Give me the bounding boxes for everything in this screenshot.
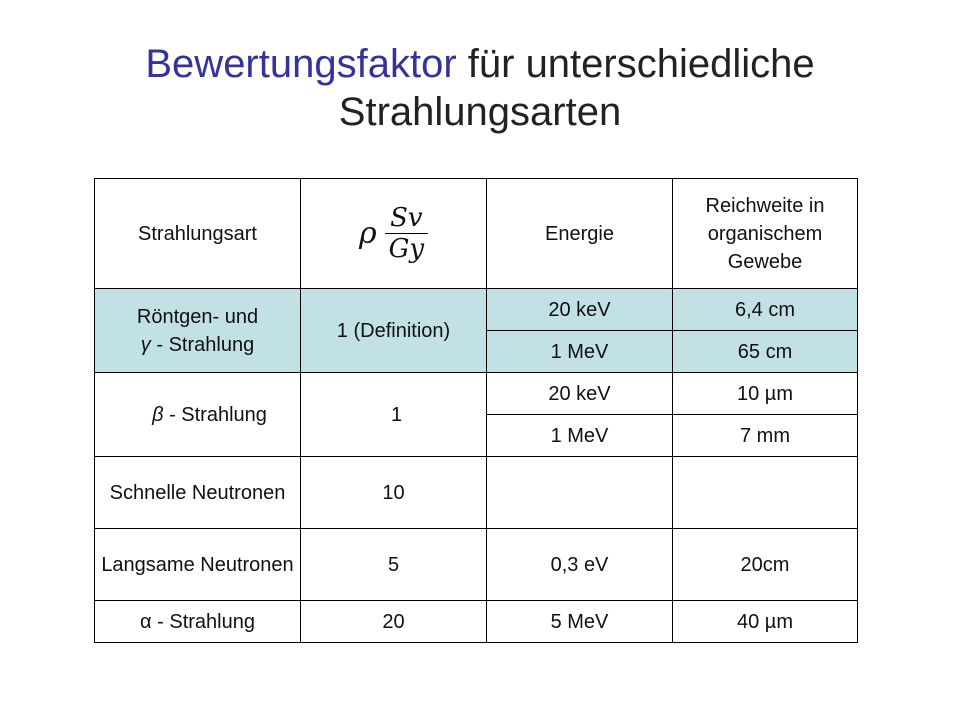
type-text: Röntgen- und bbox=[136, 305, 259, 328]
cell-range bbox=[673, 457, 858, 529]
cell-energy: 20 keV bbox=[487, 373, 673, 415]
cell-factor: 5 bbox=[301, 529, 487, 601]
beta-symbol: β bbox=[152, 403, 164, 426]
cell-factor: 1 (Definition) bbox=[301, 289, 487, 373]
cell-energy: 0,3 eV bbox=[487, 529, 673, 601]
cell-radiation-type: α - Strahlung bbox=[95, 601, 301, 643]
table-row bbox=[95, 529, 858, 601]
cell-factor: 20 bbox=[301, 601, 487, 643]
cell-range: 65 cm bbox=[673, 331, 858, 373]
table-row bbox=[95, 289, 858, 331]
formula-denominator: Gy bbox=[388, 234, 425, 264]
radiation-weighting-table bbox=[94, 178, 858, 643]
header-radiation-type: Strahlungsart bbox=[95, 179, 301, 289]
cell-energy: 20 keV bbox=[487, 289, 673, 331]
cell-factor: 1 bbox=[301, 373, 487, 457]
cell-radiation-type bbox=[95, 289, 301, 373]
table-row bbox=[95, 373, 858, 415]
weighting-formula bbox=[359, 203, 428, 264]
cell-radiation-type: Langsame Neutronen bbox=[95, 529, 301, 601]
title-line2: Strahlungsarten bbox=[338, 90, 622, 134]
type-text: - Strahlung bbox=[150, 333, 255, 356]
formula-numerator: Sv bbox=[390, 203, 423, 233]
cell-range: 6,4 cm bbox=[673, 289, 858, 331]
cell-energy: 5 MeV bbox=[487, 601, 673, 643]
cell-energy: 1 MeV bbox=[487, 415, 673, 457]
header-weighting-factor bbox=[301, 179, 487, 289]
cell-energy: 1 MeV bbox=[487, 331, 673, 373]
cell-factor: 10 bbox=[301, 457, 487, 529]
table-row bbox=[95, 457, 858, 529]
formula-rho: ρ bbox=[358, 215, 377, 251]
title-accent: Bewertungsfaktor bbox=[145, 42, 457, 86]
cell-range: 10 µm bbox=[673, 373, 858, 415]
formula-fraction bbox=[385, 203, 428, 264]
slide-title bbox=[0, 40, 960, 136]
cell-radiation-type: Schnelle Neutronen bbox=[95, 457, 301, 529]
header-energy: Energie bbox=[487, 179, 673, 289]
cell-range: 20cm bbox=[673, 529, 858, 601]
gamma-symbol: γ bbox=[140, 333, 151, 356]
cell-radiation-type bbox=[95, 373, 301, 457]
header-range: Reichweite in organischem Gewebe bbox=[673, 179, 858, 289]
cell-range: 7 mm bbox=[673, 415, 858, 457]
header-row bbox=[95, 179, 858, 289]
type-text: - Strahlung bbox=[163, 403, 267, 426]
cell-energy bbox=[487, 457, 673, 529]
title-rest: für unterschiedliche bbox=[456, 42, 815, 86]
cell-range: 40 µm bbox=[673, 601, 858, 643]
table-row bbox=[95, 601, 858, 643]
